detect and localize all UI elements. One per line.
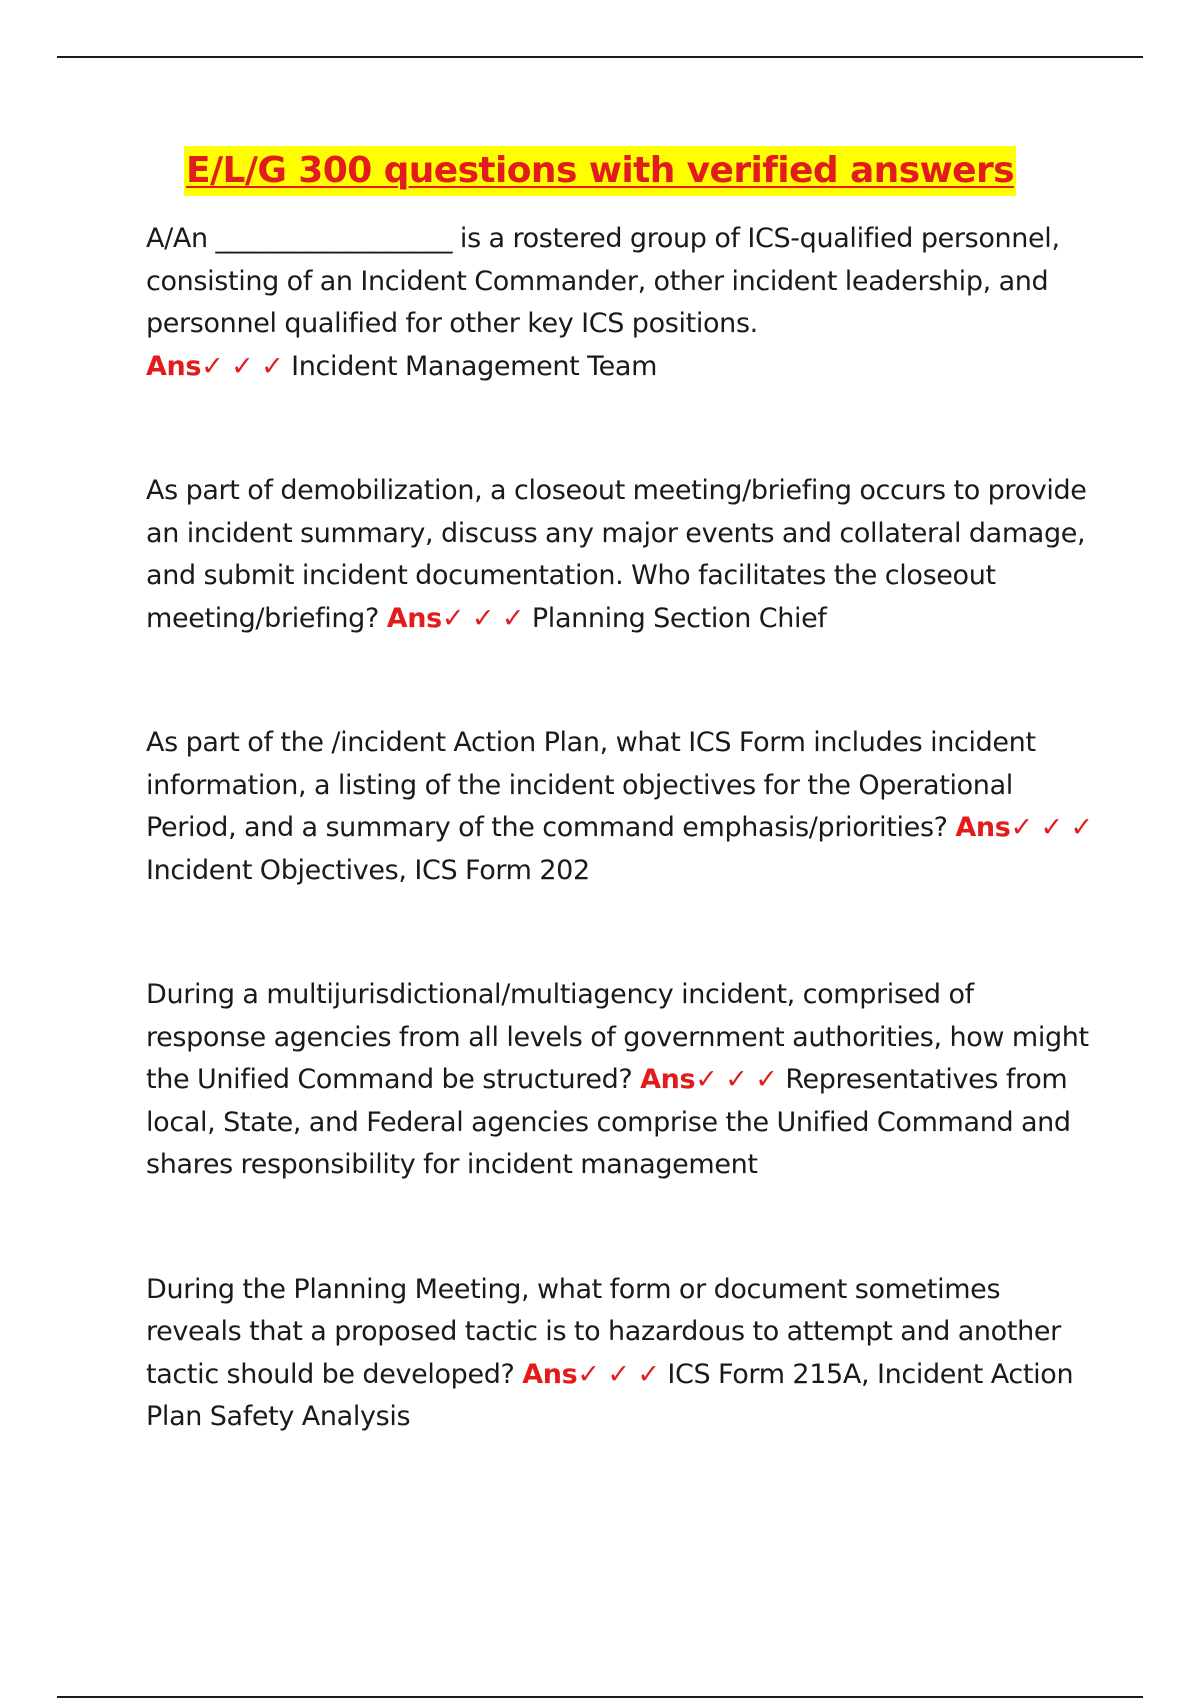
title-container <box>0 146 1200 196</box>
answer-text: Planning Section Chief <box>531 602 827 634</box>
qa-list <box>146 218 1096 1439</box>
question-text: During a multijurisdictional/multiagency incident, comprised of response agencies from all levels of government authorities, how might the Unified Command be structured? <box>146 979 1089 1095</box>
answer-text: ICS Form 215A, Incident Action Plan Safety Analysis <box>146 1358 1074 1432</box>
document-title: E/L/G 300 questions with verified answers <box>184 146 1016 196</box>
answer-text: Incident Objectives, ICS Form 202 <box>146 854 590 886</box>
answer-marker: Ans <box>640 1064 696 1095</box>
answer-marker: Ans <box>146 350 202 382</box>
answer-marker: Ans <box>955 812 1011 843</box>
qa-item <box>146 722 1096 892</box>
qa-item <box>146 218 1096 388</box>
qa-item <box>146 1269 1096 1439</box>
answer-marker: Ans <box>386 602 442 634</box>
checkmark-icon: ✓ ✓ ✓ <box>201 350 284 382</box>
qa-item <box>146 974 1096 1187</box>
checkmark-icon: ✓ ✓ ✓ <box>1010 812 1093 843</box>
answer-marker: Ans <box>522 1358 578 1390</box>
answer-text: Representatives from local, State, and Federal agencies comprise the Unified Command and shares responsibility for incident management <box>146 1064 1071 1180</box>
question-text: As part of the /incident Action Plan, what ICS Form includes incident information, a listing of the incident objectives for the Operational Period, and a summary of the command emphasis/priorities? <box>146 727 1036 843</box>
bottom-rule <box>57 1696 1143 1698</box>
question-text: During the Planning Meeting, what form or document sometimes reveals that a proposed tactic is to hazardous to attempt and another tactic should be developed? <box>146 1273 1061 1390</box>
checkmark-icon: ✓ ✓ ✓ <box>695 1064 778 1095</box>
checkmark-icon: ✓ ✓ ✓ <box>441 602 525 634</box>
top-rule <box>57 56 1143 58</box>
answer-text: Incident Management Team <box>291 350 658 382</box>
question-text: As part of demobilization, a closeout meeting/briefing occurs to provide an incident summary, discuss any major events and collateral damage, and submit incident documentation. Who facilitates the closeout meeting/briefing? <box>146 475 1087 634</box>
question-text: A/An __________________ is a rostered group of ICS-qualified personnel, consisting of an Incident Commander, other incident leadership, and personnel qualified for other key ICS positions. <box>146 223 1060 339</box>
checkmark-icon: ✓ ✓ ✓ <box>577 1358 660 1390</box>
qa-item <box>146 470 1096 640</box>
